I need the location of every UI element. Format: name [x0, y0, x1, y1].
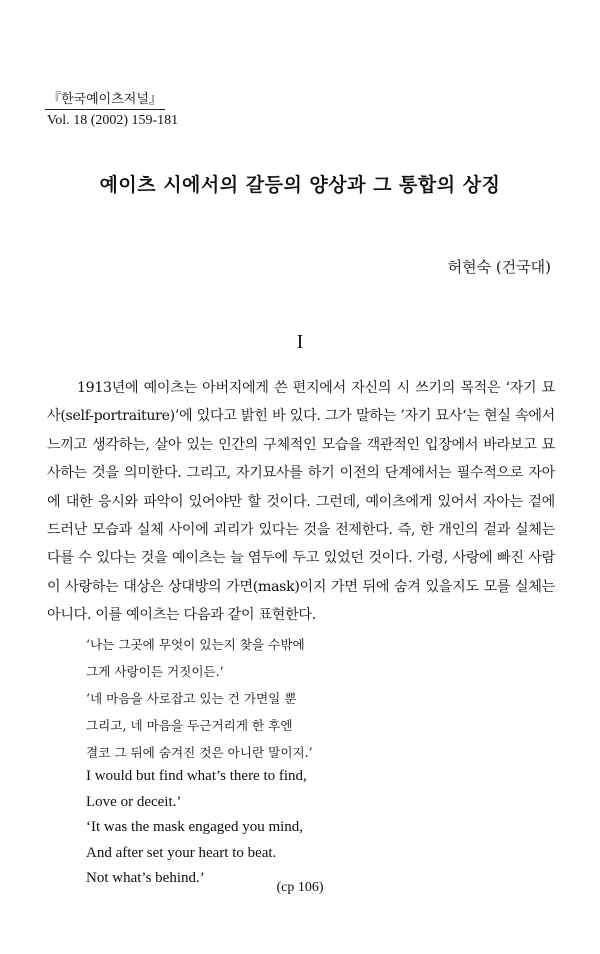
poem-line: 그리고, 네 마음을 두근거리게 한 후엔: [86, 718, 293, 733]
poem-english: [86, 764, 556, 892]
poem-line: Not what’s behind.’: [86, 870, 205, 887]
section-numeral: I: [296, 331, 304, 353]
poem-line: ‘나는 그곳에 무엇이 있는지 찾을 수밖에: [86, 637, 305, 652]
poem-line: ‘네 마음을 사로잡고 있는 건 가면일 뿐: [86, 691, 297, 706]
body-paragraph: 1913년에 예이츠는 아버지에게 쓴 편지에서 자신의 시 쓰기의 목적은 ‘자기 묘사(self-portraiture)’에 있다고 밝힌 바 있다. 그가 말하는 ’자기 묘사‘는 현실 속에서 느끼고 생각하는, 살아 있는 인간의 구체적인 모습을 객관적인 입장에서 바라보고 묘사하는 것을 의미한다. 그리고, 자기묘사를 하기 이전의 단계에서는 필수적으로 자아에 대한 응시와 파악이 있어야만 할 것이다. 그런데, 예이츠에게 있어서 자아는 겉에 드러난 모습과 실체 사이에 괴리가 있다는 것을 전제한다. 즉, 한 개인의 겉과 실체는 다를 수 있다는 것을 예이츠는 늘 염두에 두고 있었던 것이다. 가령, 사랑에 빠진 사람이 사랑하는 대상은 상대방의 가면(mask)이지 가면 뒤에 숨겨 있을지도 모를 실체는 아니다. 이를 예이츠는 다음과 같이 표현한다.: [47, 380, 555, 624]
journal-name: 『한국예이츠저널』: [48, 92, 162, 107]
poem-line: ‘It was the mask engaged you mind,: [86, 819, 304, 836]
author-affiliation: 허현숙 (건국대): [447, 258, 551, 276]
header-rule: [45, 109, 165, 110]
poem-line: I would but find what’s there to find,: [86, 768, 307, 784]
poem-line: And after set your heart to beat.: [86, 844, 277, 861]
paper-title: 예이츠 시에서의 갈등의 양상과 그 통합의 상징: [99, 174, 501, 196]
poem-line: Love or deceit.’: [86, 793, 182, 810]
poem-korean: [86, 631, 556, 766]
volume-info: Vol. 18 (2002) 159-181: [47, 113, 179, 128]
poem-line: 그게 사랑이든 거짓이든.‘: [86, 664, 224, 679]
poem-citation: (cp 106): [276, 880, 324, 895]
poem-line: 결코 그 뒤에 숨겨진 것은 아니란 말이지.’: [86, 745, 313, 760]
